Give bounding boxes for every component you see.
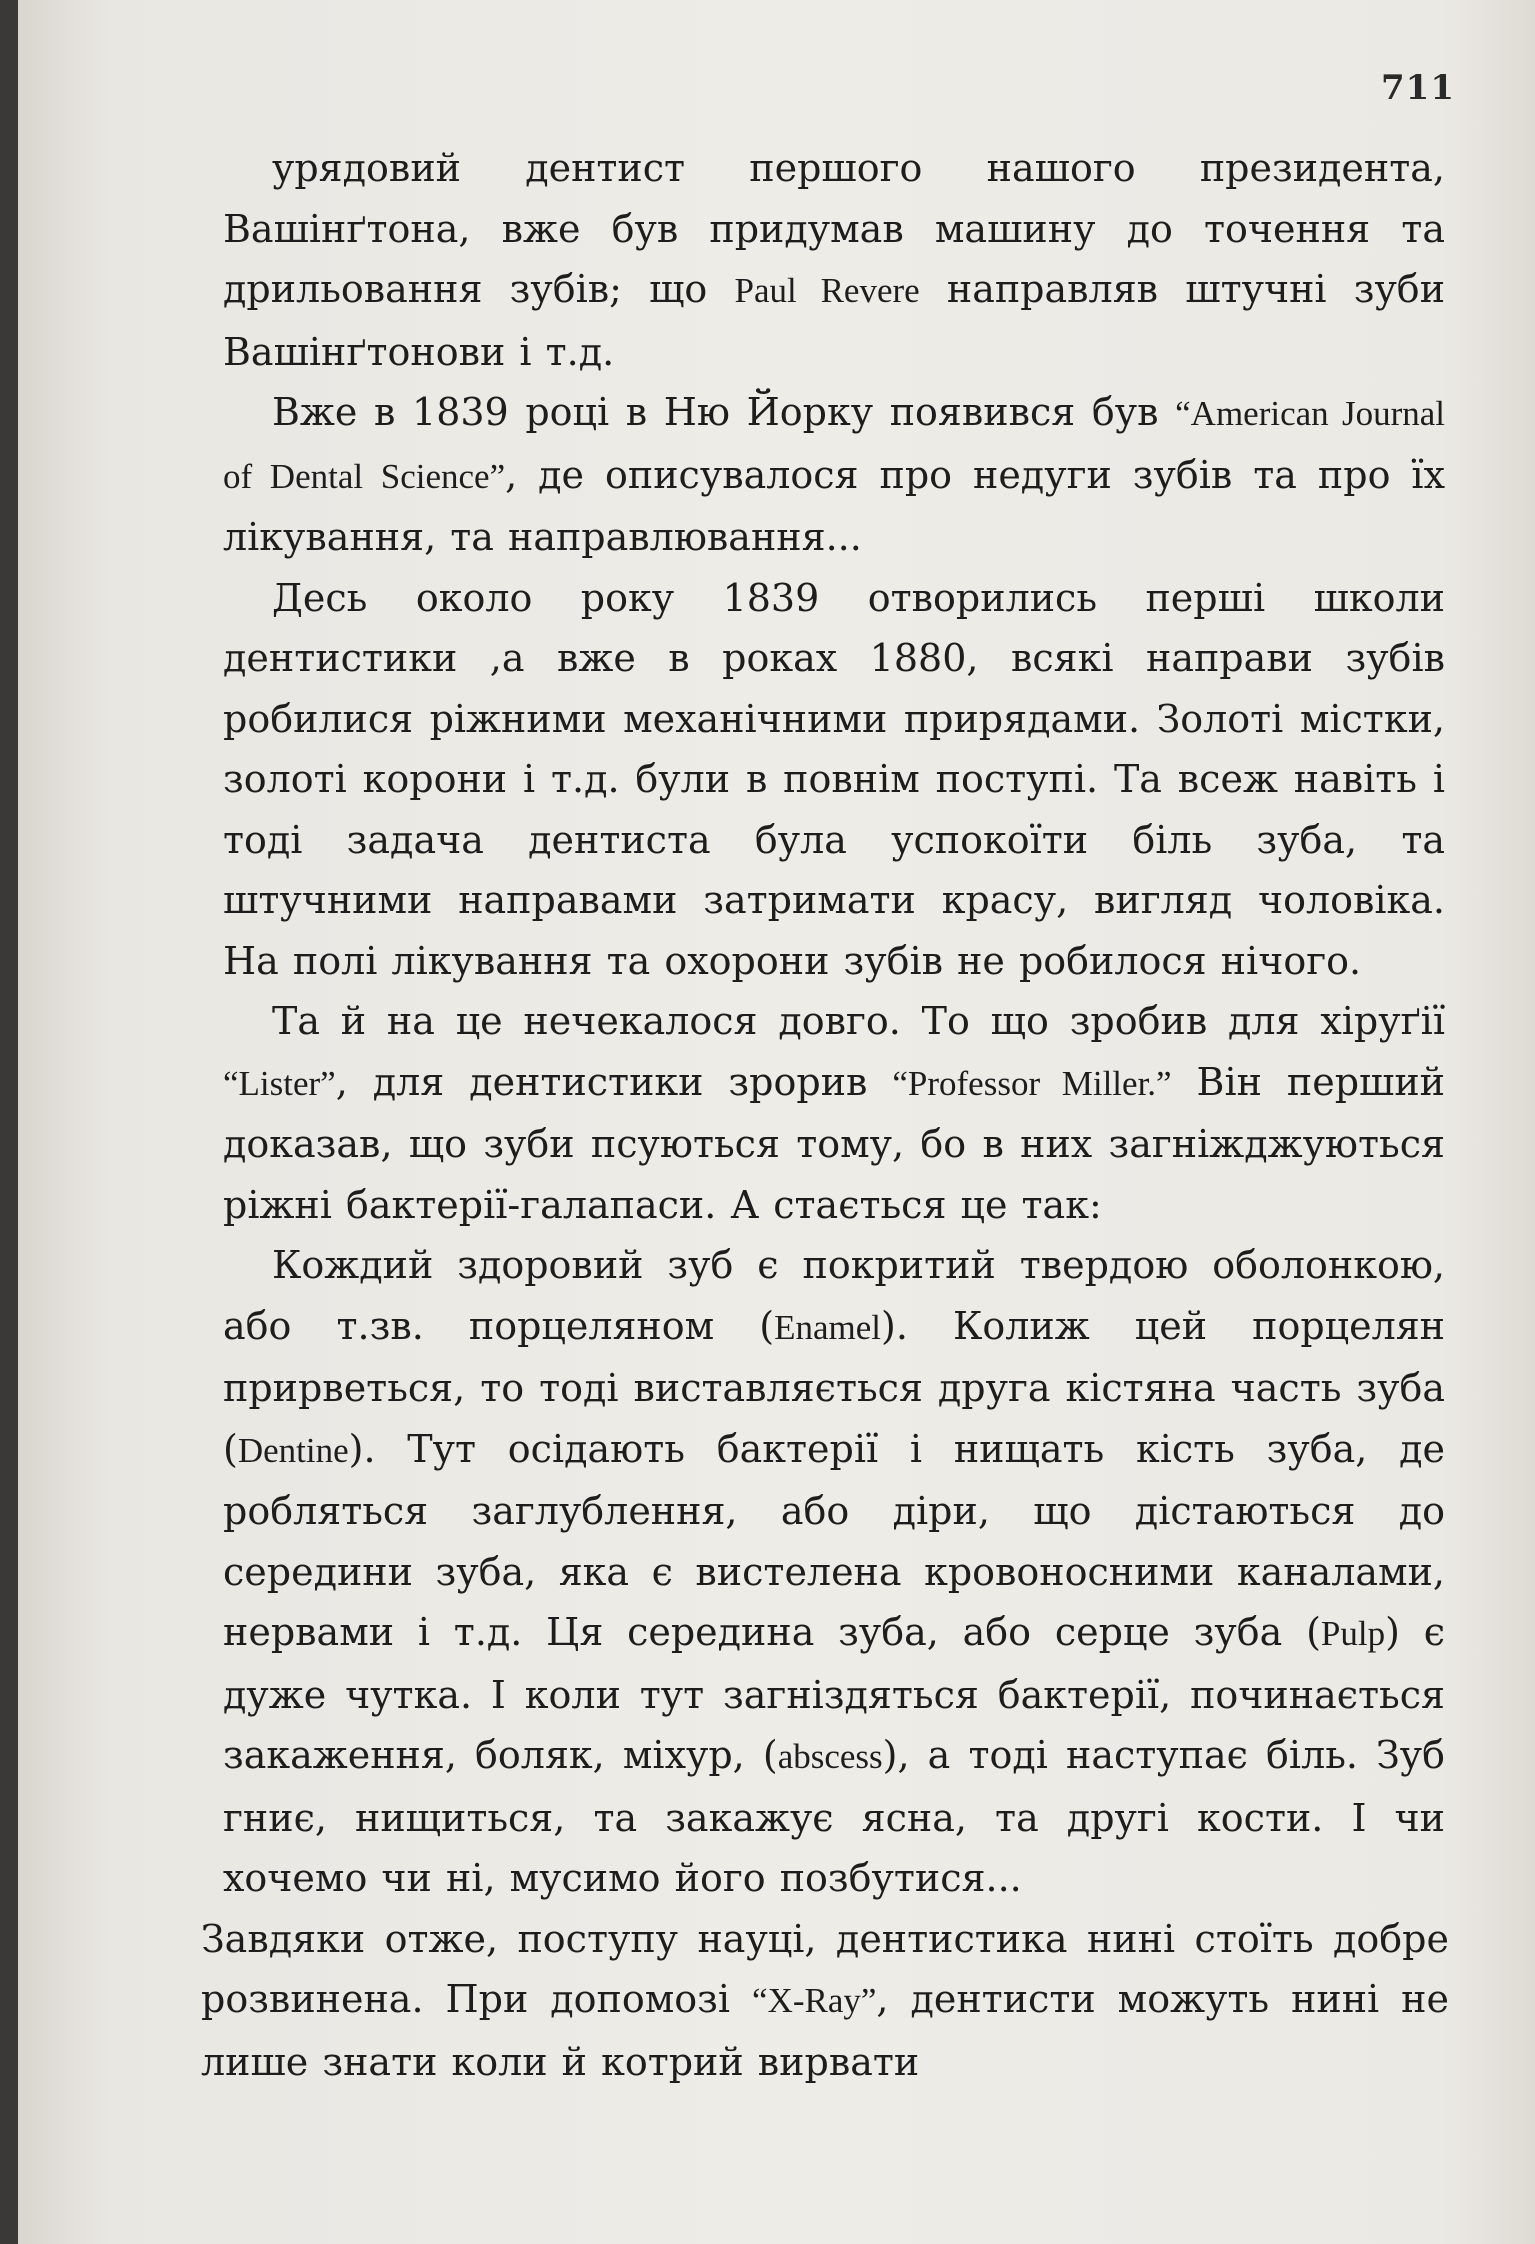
text-run: ) є дуже чутка. І коли тут загніздяться бактерії, починається закаження, боляк, міхур, (: [223, 1610, 1445, 1777]
text-run: , дентисти можуть нині не лише знати коли й котрий вирвати: [201, 1977, 1449, 2084]
latin-term: Dentine: [237, 1430, 349, 1470]
latin-term: Enamel: [774, 1307, 882, 1347]
paragraph-journal: [223, 382, 1445, 568]
text-run: ). Тут осідають бактерії і нищать кість зуба, де робляться заглублення, або діри, що дістаються до середини зуба, яка є вистелена кровоносними каналами, нервами і т.д. Ця середина зуба, або серце зуба (: [223, 1426, 1445, 1654]
latin-term: “Lister”: [223, 1063, 336, 1103]
paragraph-washington: [223, 138, 1445, 382]
text-run: урядовий дентист першого нашого президента, Вашінґтона, вже був придумав машину до точення та дрильовання зубів; що: [223, 146, 1445, 311]
latin-term: Pulp: [1320, 1614, 1386, 1653]
body-text: [201, 138, 1449, 2092]
latin-term: “X-Ray”: [752, 1981, 877, 2020]
page-number: 711: [1381, 68, 1455, 108]
paragraph-xray: [201, 1909, 1449, 2093]
latin-term: “Professor Miller.”: [892, 1063, 1172, 1103]
paragraph-schools: [223, 568, 1445, 992]
text-run: ), а тоді наступає біль. Зуб гниє, нищиться, та закажує ясна, та другі кости. І чи хочемо чи ні, мусимо його позбутися...: [223, 1733, 1445, 1900]
text-run: ). Колиж цей порцелян прирветься, то тоді виставляється друга кістяна часть зуба (: [223, 1303, 1446, 1471]
text-run: Десь около року 1839 отворились перші школи дентистики ,а вже в роках 1880, всякі направи зубів робилися ріжними механічними прирядами. Золоті містки, золоті корони і т.д. були в повнім поступі. Та всеж навіть і тоді задача дентиста була успокоїти біль зуба, та штучними направами затримати красу, вигляд чоловіка. На полі лікування та охорони зубів не робилося нічого.: [223, 575, 1445, 983]
latin-term: Paul Revere: [734, 271, 920, 310]
paragraph-miller: [223, 991, 1445, 1235]
paragraph-tooth-anatomy: [223, 1235, 1445, 1909]
latin-term: “American Journal of Dental Science”: [223, 394, 1445, 496]
text-run: Кождий здоровий зуб є покритий твердою оболонкою, або т.зв. порцеляном (: [223, 1243, 1445, 1348]
text-run: Та й на це нечекалося довго. То що зробив для хіруґії: [272, 999, 1445, 1043]
text-run: , для дентистики зрорив: [335, 1059, 893, 1104]
text-run: , де описувалося про недуги зубів та про їх лікування, та направлювання...: [223, 452, 1446, 559]
latin-term: abscess: [777, 1737, 883, 1776]
text-run: Вже в 1839 році в Ню Йорку появився був: [272, 390, 1176, 434]
text-run: Він перший доказав, що зуби псуються тому, бо в них загніжджуються ріжні бактерії-галапаси. А стається це так:: [223, 1059, 1446, 1227]
text-run: Завдяки отже, поступу науці, дентистика нині стоїть добре розвинена. При допомозі: [201, 1916, 1449, 2021]
book-page: [18, 0, 1535, 2244]
text-run: направляв штучні зуби Вашінґтонови і т.д.: [223, 267, 1446, 374]
